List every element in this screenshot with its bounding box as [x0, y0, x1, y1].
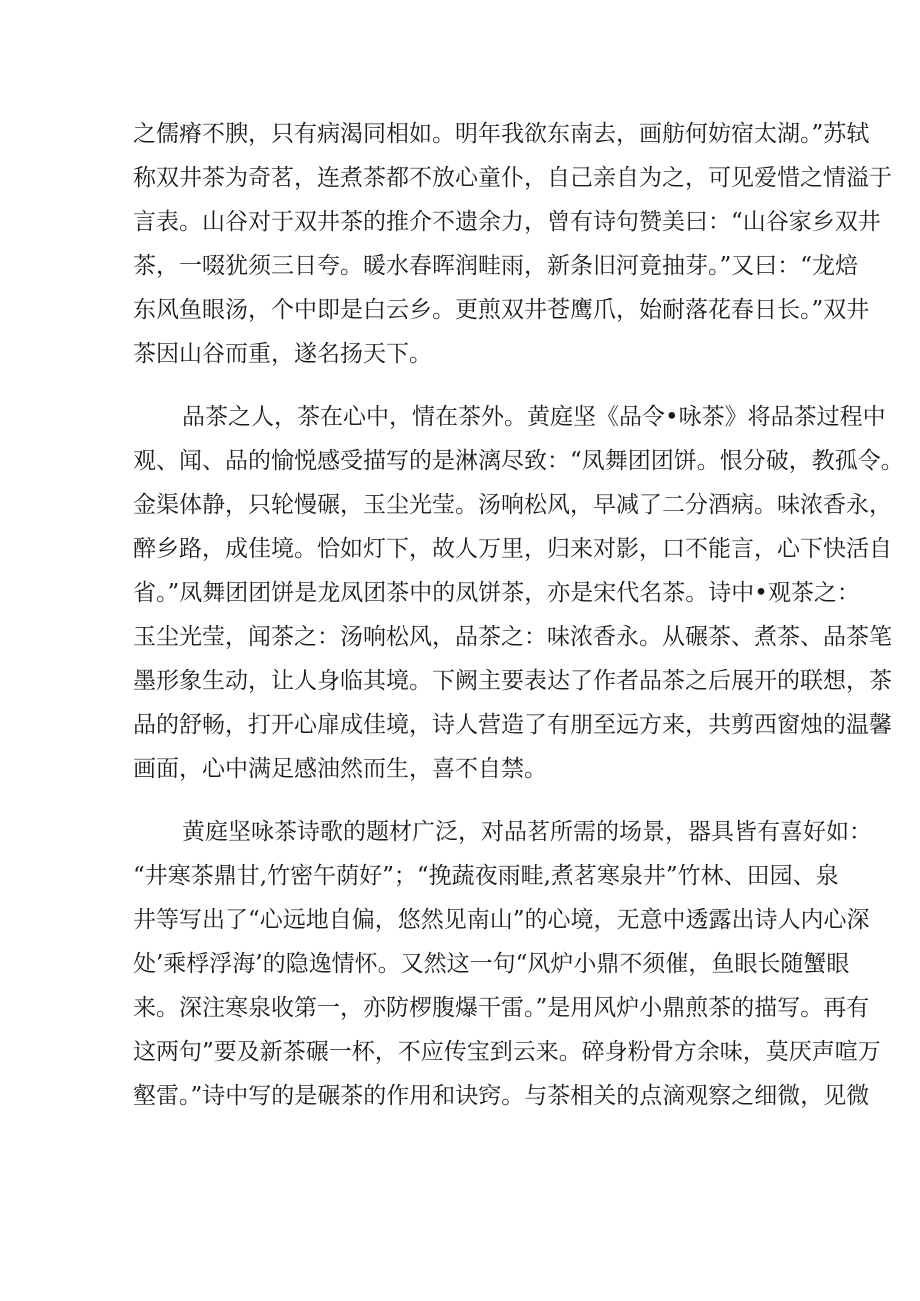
text-line: 处’乘桴浮海’的隐逸情怀。又然这一句“风炉小鼎不须催，鱼眼长随蟹眼	[133, 951, 850, 977]
text-line: 省。”凤舞团团饼是龙凤团茶中的凤饼茶，亦是宋代名茶。诗中•观茶之：	[133, 580, 860, 606]
text-line: 画面，心中满足感油然而生，喜不自禁。	[133, 756, 547, 782]
text-line: 之儒瘠不腴，只有病渴同相如。明年我欲东南去，画舫何妨宿太湖。”苏轼	[133, 121, 870, 147]
text-line: 这两句”要及新茶碾一杯，不应传宝到云来。碎身粉骨方余味，莫厌声喧万	[133, 1039, 881, 1065]
text-line: 醉乡路，成佳境。恰如灯下，故人万里，归来对影，口不能言，心下快活自	[133, 536, 892, 562]
text-line: 品的舒畅，打开心扉成佳境，诗人营造了有朋至远方来，共剪西窗烛的温馨	[133, 712, 892, 738]
text-line: 玉尘光莹，闻茶之：汤响松风，品茶之：味浓香永。从碾茶、煮茶、品茶笔	[133, 624, 892, 650]
text-line: 观、闻、品的愉悦感受描写的是淋漓尽致：“凤舞团团饼。恨分破，教孤令。	[133, 448, 904, 474]
text-line: 墨形象生动，让人身临其境。下阙主要表达了作者品茶之后展开的联想，茶	[133, 668, 892, 694]
text-line: “井寒茶鼎甘,竹密午荫好”；“挽蔬夜雨畦,煮茗寒泉井”竹林、田园、泉	[133, 863, 839, 889]
paragraph-first-line: 品茶之人，茶在心中，情在茶外。黄庭坚《品令•咏茶》将品茶过程中	[182, 404, 886, 430]
text-line: 言表。山谷对于双井茶的推介不遗余力，曾有诗句赞美曰：“山谷家乡双井	[133, 209, 881, 235]
text-line: 来。深注寒泉收第一，亦防椤腹爆干雷。”是用风炉小鼎煎茶的描写。再有	[133, 995, 870, 1021]
paragraph-first-line: 黄庭坚咏茶诗歌的题材广泛，对品茗所需的场景，器具皆有喜好如：	[182, 819, 872, 845]
text-line: 茶因山谷而重，遂名扬天下。	[133, 341, 432, 367]
text-line: 茶，一啜犹须三日夸。暖水春晖润畦雨，新条旧河竟抽芽。”又曰：“龙焙	[133, 253, 859, 279]
text-line: 壑雷。”诗中写的是碾茶的作用和诀窍。与茶相关的点滴观察之细微，见微	[133, 1083, 870, 1109]
text-line: 东风鱼眼汤，个中即是白云乡。更煎双井苍鹰爪，始耐落花春日长。”双井	[133, 297, 870, 323]
text-line: 井等写出了“心远地自偏，悠然见南山”的心境，无意中透露出诗人内心深	[133, 907, 870, 933]
text-line: 金渠体静，只轮慢碾，玉尘光莹。汤响松风，早减了二分酒病。味浓香永，	[133, 492, 892, 518]
text-line: 称双井茶为奇茗，连煮茶都不放心童仆，自己亲自为之，可见爱惜之情溢于	[133, 165, 892, 191]
